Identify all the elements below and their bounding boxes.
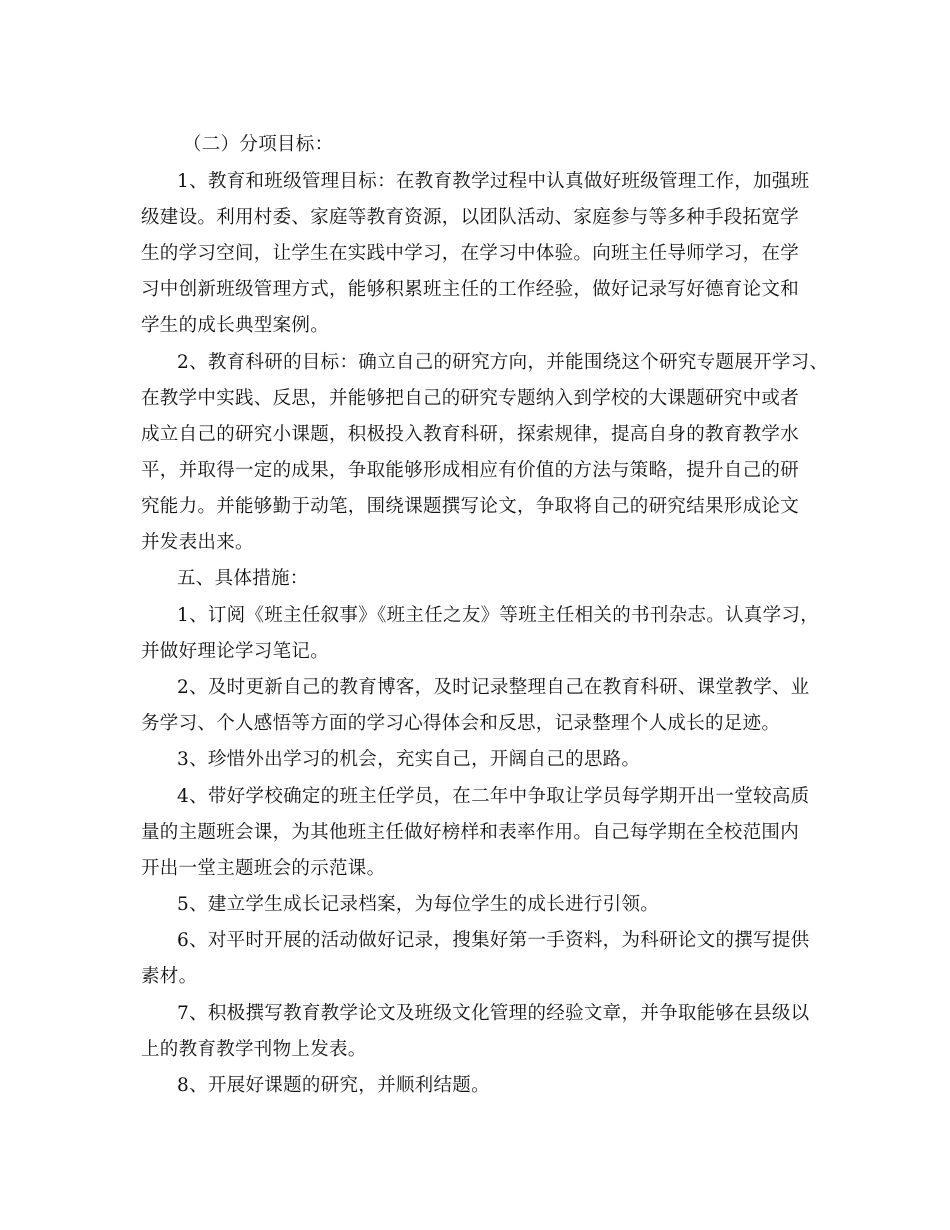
paragraph-line: 生的学习空间，让学生在实践中学习，在学习中体验。向班主任导师学习，在学: [141, 243, 800, 264]
paragraph-line: 成立自己的研究小课题，积极投入教育科研，探索规律，提高自身的教育教学水: [141, 424, 800, 445]
section-heading-subgoals: （二）分项目标：: [183, 134, 334, 155]
paragraph-line: 并做好理论学习笔记。: [141, 641, 330, 662]
paragraph-line: 1、教育和班级管理目标：在教育教学过程中认真做好班级管理工作，加强班: [177, 171, 810, 192]
paragraph-line: 开出一堂主题班会的示范课。: [141, 858, 386, 879]
paragraph-line: 习中创新班级管理方式，能够积累班主任的工作经验，做好记录写好德育论文和: [141, 279, 800, 300]
paragraph-line: 2、及时更新自己的教育博客，及时记录整理自己在教育科研、课堂教学、业: [177, 677, 810, 698]
paragraph-line: 究能力。并能够勤于动笔，围绕课题撰写论文，争取将自己的研究结果形成论文: [141, 496, 800, 517]
paragraph-line: 并发表出来。: [141, 532, 254, 553]
paragraph-line: 上的教育教学刊物上发表。: [141, 1039, 367, 1060]
paragraph-line: 6、对平时开展的活动做好记录，搜集好第一手资料，为科研论文的撰写提供: [177, 930, 810, 951]
paragraph-line: 在教学中实践、反思，并能够把自己的研究专题纳入到学校的大课题研究中或者: [141, 388, 800, 409]
paragraph-line: 平，并取得一定的成果，争取能够形成相应有价值的方法与策略，提升自己的研: [141, 460, 800, 481]
paragraph-line: 量的主题班会课，为其他班主任做好榜样和表率作用。自己每学期在全校范围内: [141, 822, 800, 843]
paragraph-line: 7、积极撰写教育教学论文及班级文化管理的经验文章，并争取能够在县级以: [177, 1003, 810, 1024]
paragraph-line: 素材。: [141, 966, 198, 987]
paragraph-line: 5、建立学生成长记录档案，为每位学生的成长进行引领。: [177, 894, 660, 915]
paragraph-line: 级建设。利用村委、家庭等教育资源，以团队活动、家庭参与等多种手段拓宽学: [141, 207, 800, 228]
section-heading-measures: 五、具体措施：: [177, 568, 309, 589]
paragraph-line: 3、珍惜外出学习的机会，充实自己，开阔自己的思路。: [177, 749, 641, 770]
paragraph-line: 学生的成长典型案例。: [141, 315, 330, 336]
paragraph-line: 务学习、个人感悟等方面的学习心得体会和反思，记录整理个人成长的足迹。: [141, 713, 781, 734]
paragraph-line: 8、开展好课题的研究，并顺利结题。: [177, 1075, 490, 1096]
paragraph-line: 4、带好学校确定的班主任学员，在二年中争取让学员每学期开出一堂较高质: [177, 786, 810, 807]
paragraph-line: 1、订阅《班主任叙事》《班主任之友》等班主任相关的书刊杂志。认真学习，: [177, 605, 820, 626]
paragraph-line: 2、教育科研的目标：确立自己的研究方向，并能围绕这个研究专题展开学习、: [177, 352, 829, 373]
